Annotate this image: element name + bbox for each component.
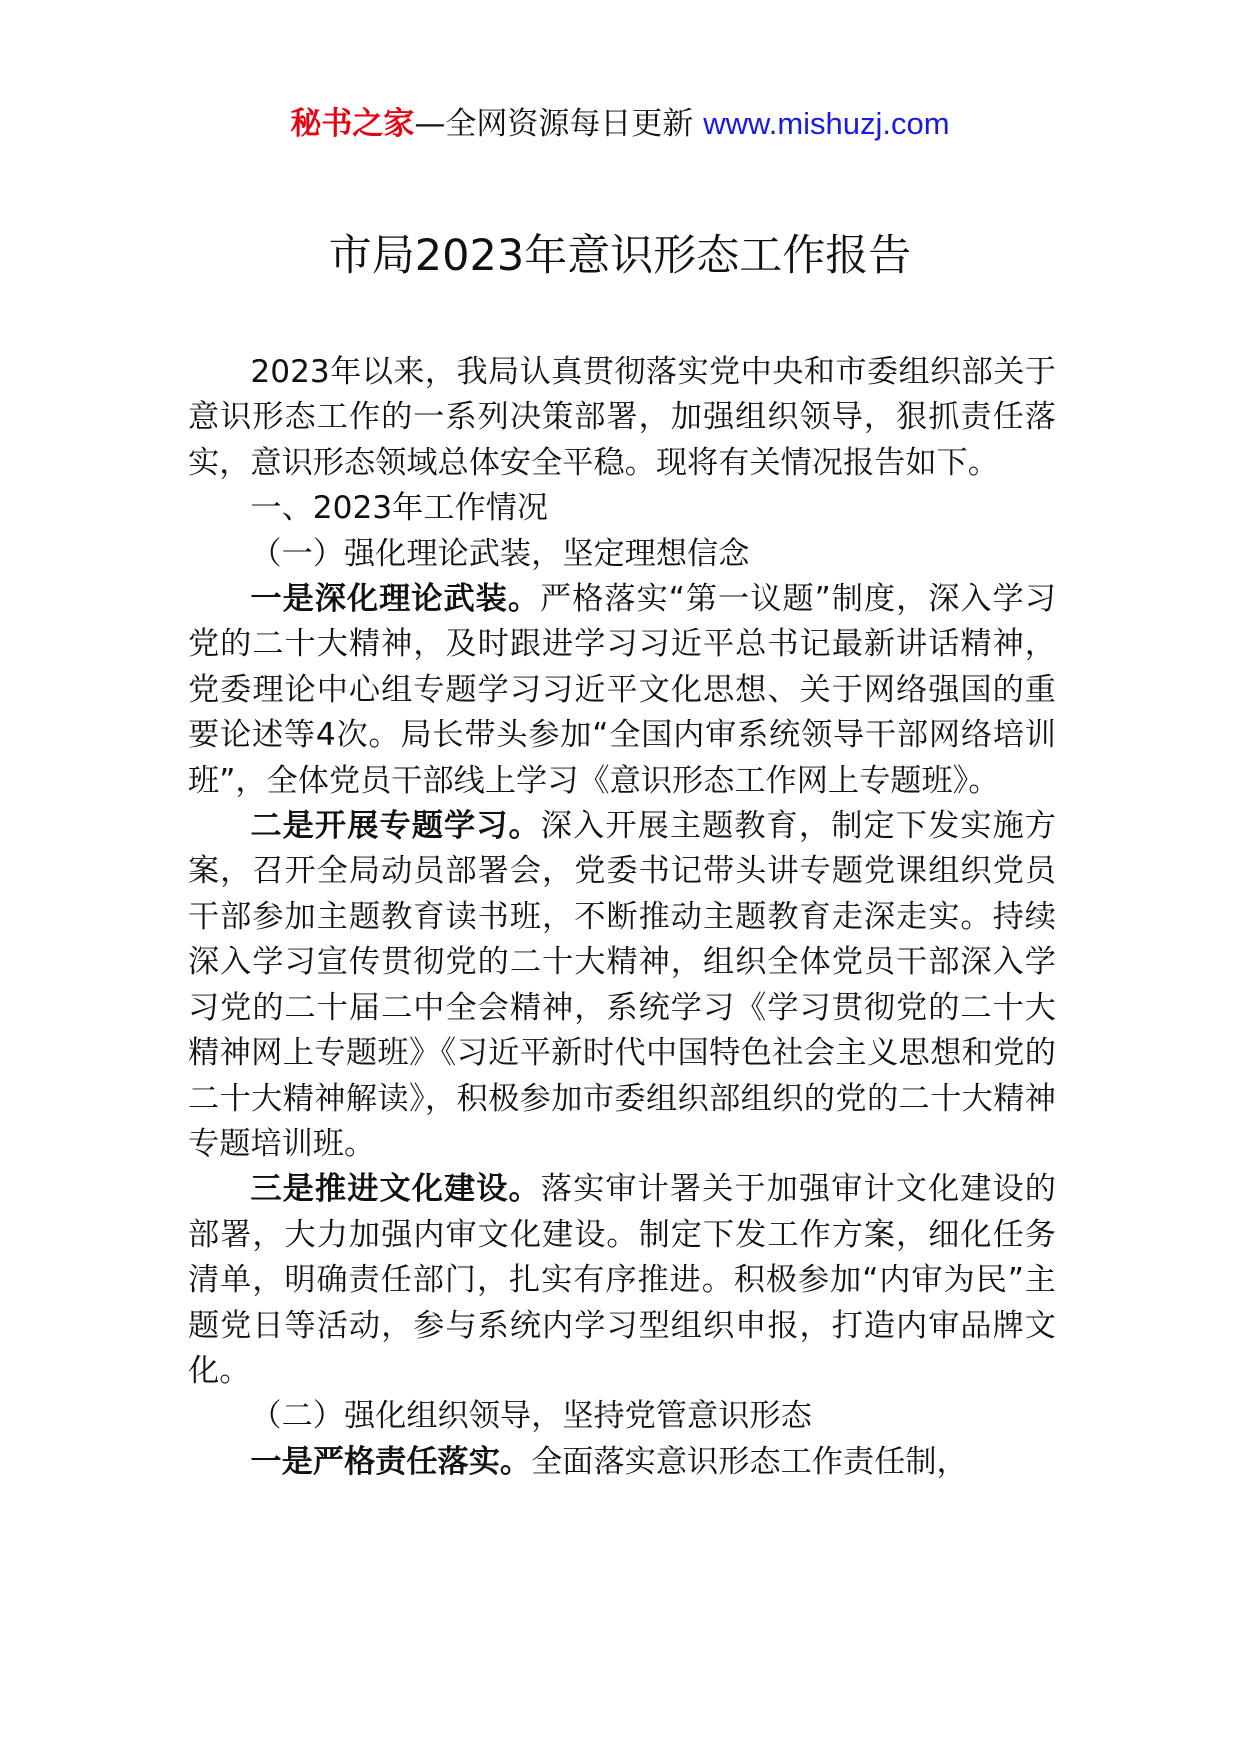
item-1-lead: 一是深化理论武装。	[250, 581, 540, 618]
item-3-lead: 三是推进文化建设。	[250, 1171, 541, 1208]
item-2-lead: 二是开展专题学习。	[250, 808, 541, 845]
item-1-text: 严格落实“第一议题”制度，深入学习党的二十大精神，及时跟进学习习近平总书记最新讲话精神，党委理论中心组专题学习习近平文化思想、关于网络强国的重要论述等4次。局长带头参加“全国内审系统领导干部网络培训班”，全体党员干部线上学习《意识形态工作网上专题班》。	[188, 581, 1056, 799]
item-4-text: 全面落实意识形态工作责任制，	[531, 1443, 968, 1480]
item-3-text: 落实审计署关于加强审计文化建设的部署，大力加强内审文化建设。制定下发工作方案，细化任务清单，明确责任部门，扎实有序推进。积极参加“内审为民”主题党日等活动，参与系统内学习型组织申报，打造内审品牌文化。	[188, 1171, 1056, 1389]
paragraph-item-1	[188, 577, 1056, 804]
paragraph-item-3	[188, 1167, 1056, 1394]
section-heading-1: 一、2023年工作情况	[250, 490, 549, 527]
subsection-heading-2: （二）强化组织领导，坚持党管意识形态	[250, 1398, 812, 1435]
subsection-heading-1: （一）强化理论武装，坚定理想信念	[250, 535, 750, 572]
paragraph-item-4	[188, 1440, 1056, 1485]
item-2-text: 深入开展主题教育，制定下发实施方案，召开全局动员部署会，党委书记带头讲专题党课组织党员干部参加主题教育读书班，不断推动主题教育走深走实。持续深入学习宣传贯彻党的二十大精神，组织全体党员干部深入学习党的二十届二中全会精神，系统学习《学习贯彻党的二十大精神网上专题班》《习近平新时代中国特色社会主义思想和党的二十大精神解读》，积极参加市委组织部组织的党的二十大精神专题培训班。	[188, 808, 1056, 1162]
item-4-lead: 一是严格责任落实。	[250, 1443, 532, 1480]
brand-name: 秘书之家	[290, 106, 415, 142]
site-url-link[interactable]: www.mishuzj.com	[703, 106, 950, 141]
header-banner	[0, 104, 1240, 144]
paragraph-item-2	[188, 804, 1056, 1167]
intro-paragraph: 2023年以来，我局认真贯彻落实党中央和市委组织部关于意识形态工作的一系列决策部署，加强组织领导，狠抓责任落实，意识形态领域总体安全平稳。现将有关情况报告如下。	[188, 354, 1056, 481]
document-body	[188, 350, 1056, 1485]
header-tagline: —全网资源每日更新	[414, 106, 704, 142]
document-title: 市局2023年意识形态工作报告	[328, 231, 912, 281]
